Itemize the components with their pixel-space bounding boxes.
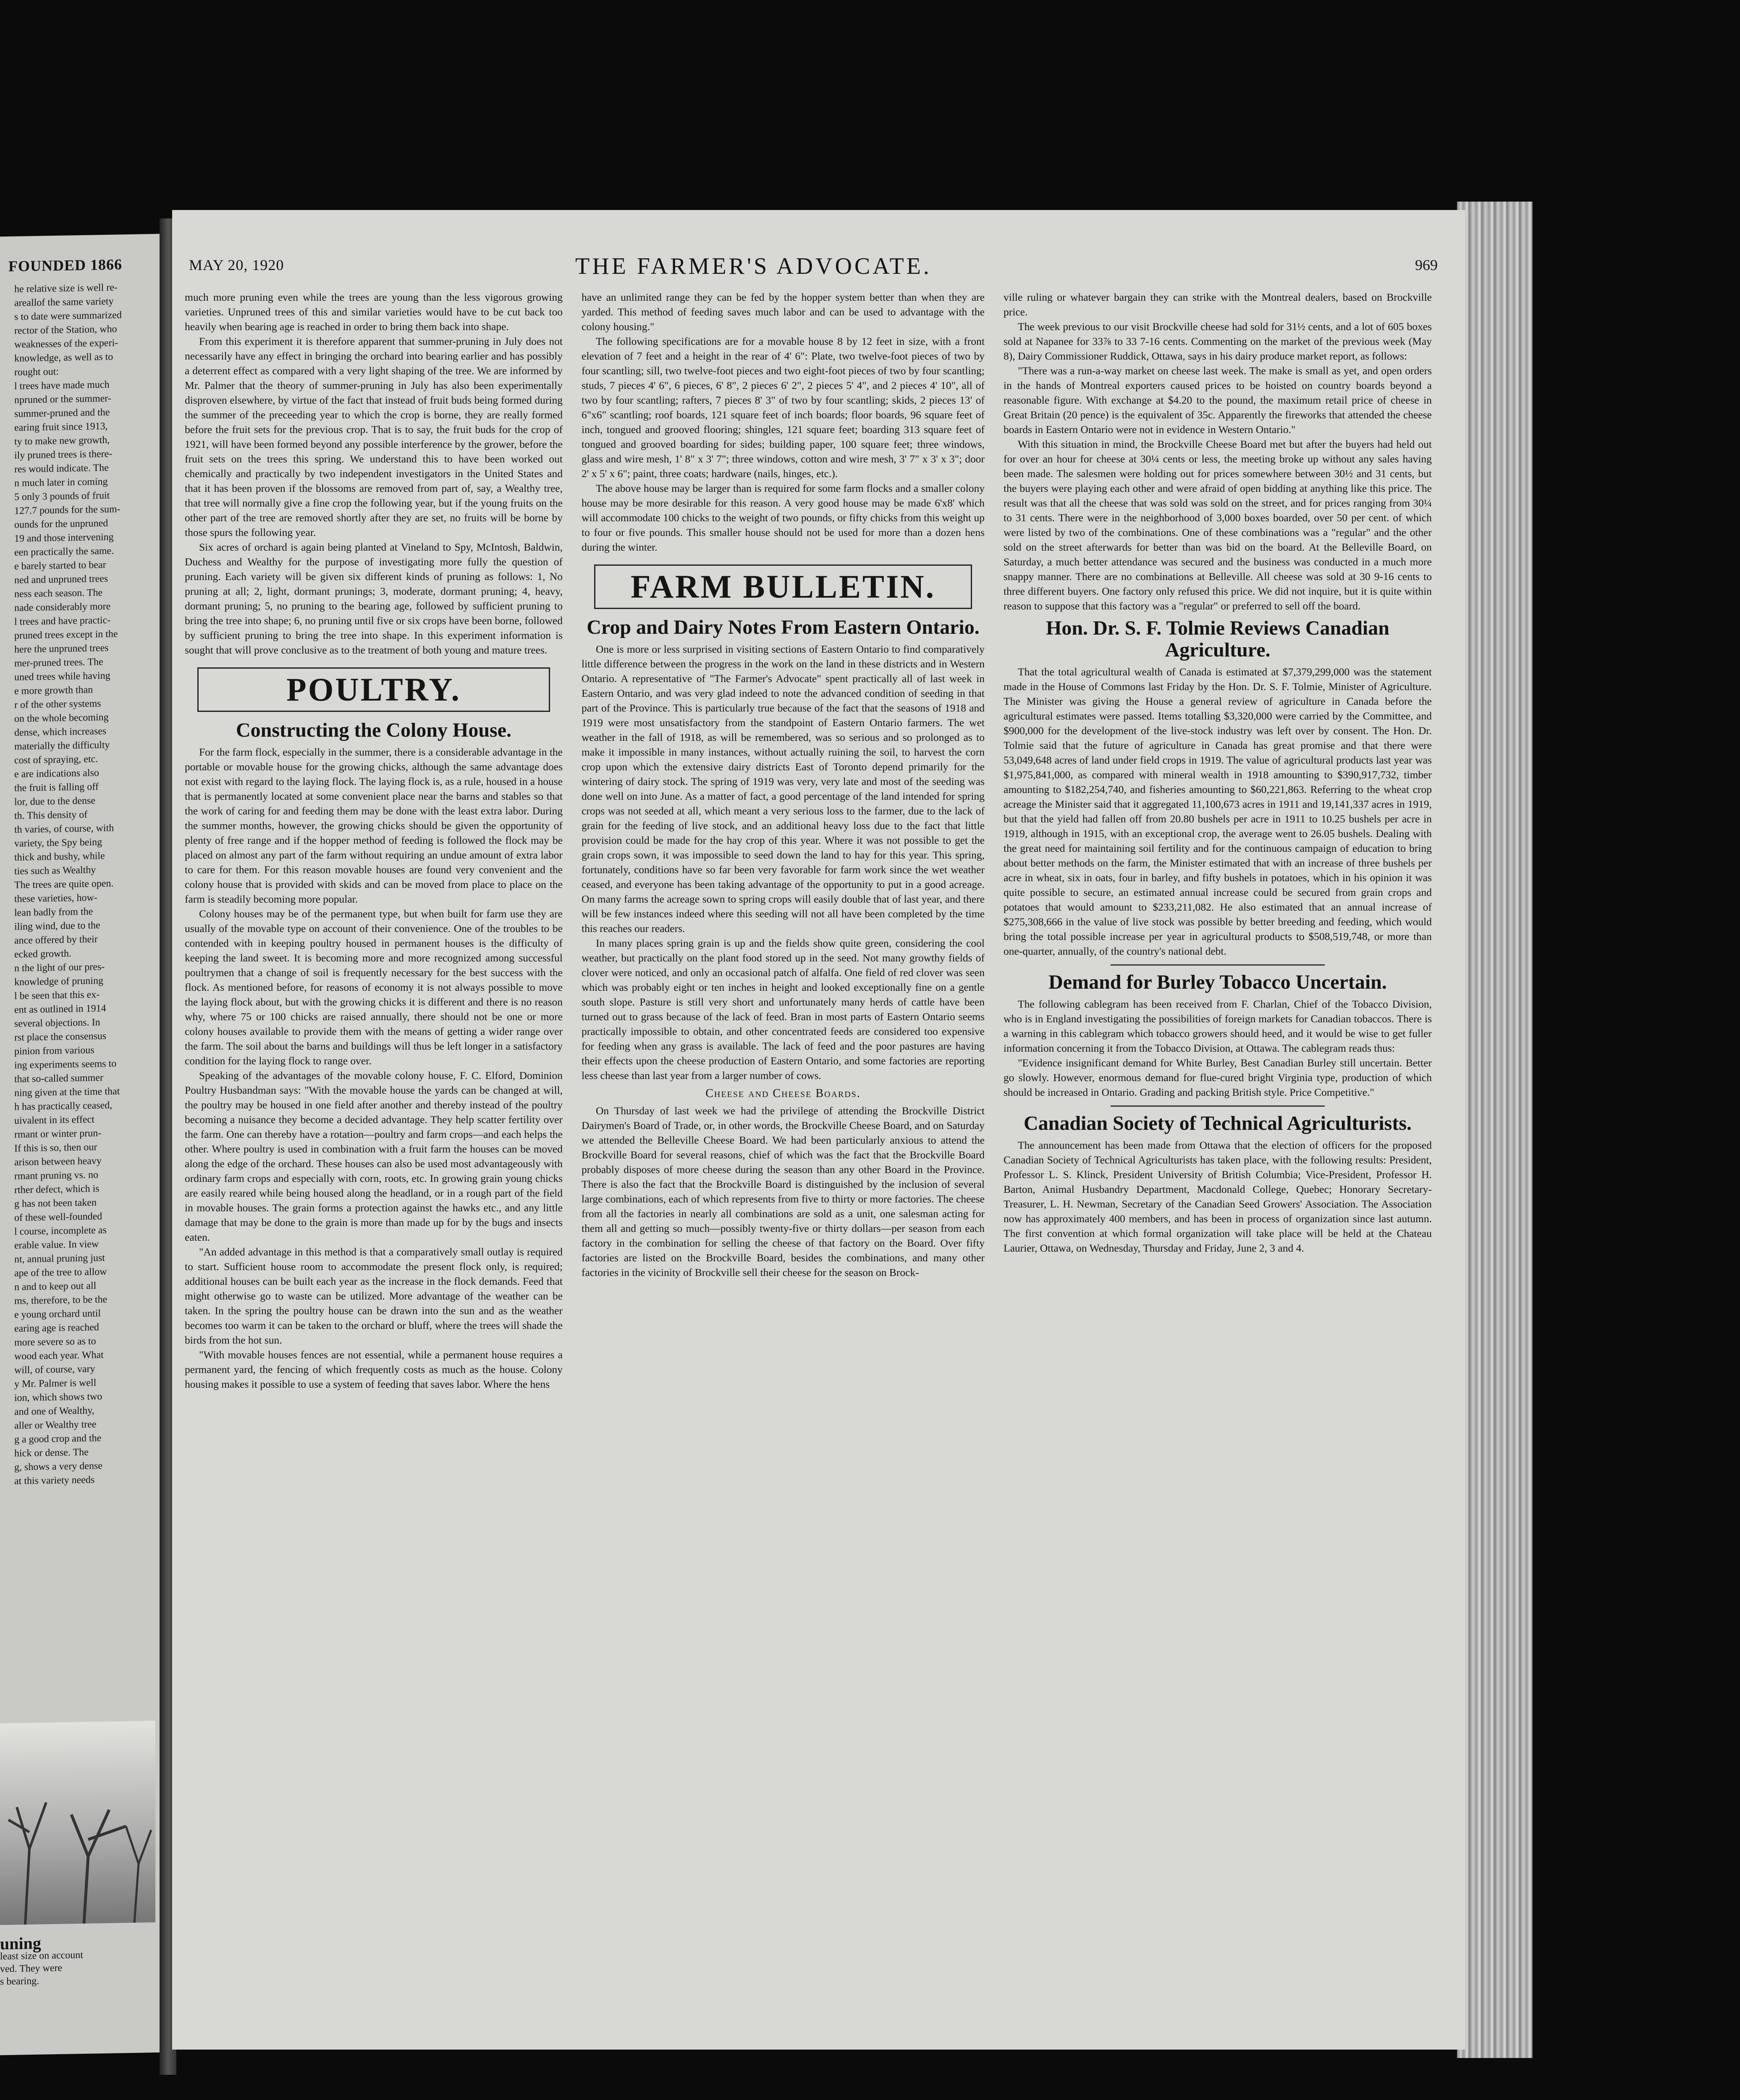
left-page-line: at this variety needs [14, 1474, 95, 1487]
left-page-line: knowledge, as well as to [14, 351, 113, 364]
article-headline: Hon. Dr. S. F. Tolmie Reviews Canadian Agriculture. [1046, 617, 1389, 661]
photo-caption-line: s bearing. [0, 1975, 39, 1987]
left-page-line: g, shows a very dense [14, 1460, 102, 1473]
left-page-line: rector of the Station, who [14, 323, 117, 336]
left-page-line: ance offered by their [14, 934, 98, 946]
left-page-line: rther defect, which is [14, 1183, 100, 1196]
left-page-line: s to date were summarized [14, 310, 122, 323]
left-page-line: th varies, of course, with [14, 822, 114, 835]
right-page [172, 210, 1465, 2050]
left-page-line: ecked growth. [14, 948, 71, 960]
left-page-line: ning given at the time that [14, 1086, 120, 1099]
left-page-line: weaknesses of the experi- [14, 337, 118, 350]
left-page-line: here the unpruned trees [14, 642, 109, 655]
left-page-line: l be seen that this ex- [14, 989, 100, 1002]
left-page-line: ing experiments seems to [14, 1058, 117, 1071]
left-page-line: 5 only 3 pounds of fruit [14, 490, 110, 503]
left-page-line: lean badly from the [14, 906, 93, 919]
left-page-line: ape of the tree to allow [14, 1266, 107, 1279]
paragraph: Colony houses may be of the permanent type, but when built for farm use they are usually of the movable type on account of their convenience. One of the troubles to be contended with in keeping poultry housed in permanent houses is the difficulty of keeping the land sweet. It is becoming more and more recognized among successful poultrymen that a change of soil is frequently necessary for the best success with the flock. As mentioned before, for reasons of economy it is not always possible to move the laying flock about, but with the growing chicks it is different and there is no reason why, where 75 or 100 chicks are raised annually, there should not be one or more colony houses available to provide them with the means of getting a wider range over the farm. The soil about the barns and buildings will thus be left longer in a satisfactory condition for the laying flock to range over. [185, 908, 563, 1067]
left-page-line: ily pruned trees is there- [14, 448, 113, 461]
left-page-line: th. This density of [14, 809, 88, 822]
paragraph: "There was a run-a-way market on cheese last week. The make is small as yet, and open orders in the hands of Montreal exporters caused prices to be hoisted on country boards beyond a reasonable figure. With exchange at $4.20 to the pound, the maximum retail price of cheese in Great Britain (20 pence) is the equivalent of 35c. Apparently the fireworks that attended the cheese boards in Eastern Ontario were not in evidence in Western Ontario." [1004, 365, 1432, 436]
left-page-line: nade considerably more [14, 601, 111, 614]
column-2 [582, 290, 985, 1280]
left-page-line: n the light of our pres- [14, 961, 105, 974]
left-page-line: earing age is reached [14, 1322, 99, 1334]
left-page-line: cost of spraying, etc. [14, 753, 98, 766]
left-page-line: he relative size is well re- [14, 282, 118, 295]
issue-date: MAY 20, 1920 [189, 257, 284, 273]
left-page-line: pinion from various [14, 1045, 94, 1057]
tree-illustration-icon [0, 1721, 155, 1925]
left-page [0, 234, 164, 2055]
left-page-line: these varieties, how- [14, 892, 97, 905]
left-page-line: rmant pruning vs. no [14, 1169, 98, 1182]
left-page-line: earing fruit since 1913, [14, 420, 108, 433]
left-page-line: een practically the same. [14, 545, 114, 558]
article-headline: Crop and Dairy Notes From Eastern Ontario. [587, 616, 980, 638]
paragraph: That the total agricultural wealth of Canada is estimated at $7,379,299,000 was the statement made in the House of Commons last Friday by the Hon. Dr. S. F. Tolmie, Minister of Agriculture. The Minister was giving the House a general review of agriculture in Canada before the agricultural estimates were passed. Items totalling $3,320,000 were carried by the Committee, and $900,000 for the development of the live-stock industry was left over by consent. The Hon. Dr. Tolmie said that the future of agriculture in Canada has great promise and that there were 53,049,648 acres of land under field crops in 1919. The value of agricultural products last year was $1,975,841,000, as compared with mineral wealth in 1918 amounting to $390,917,732, timber amounting to $182,254,740, and fisheries amounting to $60,221,863. Referring to the wheat crop acreage the Minister said that it aggregated 11,100,673 acres in 1911 and 19,141,337 acres in 1919, but that the yield had fallen off from 20.80 bushels per acre in 1911 to 10.25 bushels per acre in 1919, although in 1915, with an exceptional crop, the average went to 26.05 bushels. Dealing with the great need for maintaining soil fertility and for the continuous campaign of education to bring about better methods on the farm, the Minister estimated that with an increase of three bushels per acre in wheat, six in oats, four in barley, and fifty bushels in potatoes, which in his opinion it was quite possible to secure, an estimated annual increase could be secured from grain crops and potatoes that would amount to $233,211,082. He also estimated that an annual increase of $275,308,666 in the value of live stock was possible by better breeding and feeding, which would bring the total possible increase per year in agricultural products to $508,519,748, or more than one-quarter, annually, of the country's national debt. [1004, 666, 1432, 957]
left-page-line: that so-called summer [14, 1072, 103, 1085]
running-header [172, 253, 1465, 281]
left-page-line: l trees and have practic- [14, 614, 111, 627]
photo-caption [0, 1933, 83, 1988]
left-page-line: e more growth than [14, 684, 93, 697]
left-page-line: areallof the same variety [14, 296, 114, 309]
left-page-line: If this is so, then our [14, 1142, 97, 1154]
left-page-line: mer-pruned trees. The [14, 656, 103, 669]
photo-caption-line: ved. They were [0, 1962, 63, 1975]
left-page-line: thick and bushy, while [14, 850, 105, 863]
paragraph: "With movable houses fences are not essential, while a permanent house requires a permanent yard, the fencing of which frequently costs as much as the house. Colony housing makes it possible to use a system of feeding that saves labor. Where the hens [185, 1349, 563, 1390]
left-page-line: several objections. In [14, 1017, 100, 1029]
left-page-line: knowledge of pruning [14, 975, 103, 988]
left-page-line: erable value. In view [14, 1239, 99, 1251]
left-page-line: lor, due to the dense [14, 795, 95, 808]
left-page-line: g has not been taken [14, 1197, 97, 1210]
paragraph: The following cablegram has been received from F. Charlan, Chief of the Tobacco Division, who is in England investigating the possibilities of foreign markets for Canadian tobaccos. There is a warning in this cablegram which tobacco growers should heed, and it would be wise to get fuller information concerning it from the Tobacco Division, at Ottawa. The cablegram reads thus: [1004, 998, 1432, 1054]
left-page-line: ness each season. The [14, 587, 103, 600]
divider [1111, 1105, 1325, 1107]
left-page-line: materially the difficulty [14, 739, 110, 752]
left-page-line: rought out: [14, 366, 59, 378]
left-page-line: pruned trees except in the [14, 628, 118, 641]
left-page-line: e are indications also [14, 767, 99, 780]
section-banner-poultry: POULTRY. [197, 667, 550, 712]
left-page-line: on the whole becoming [14, 711, 109, 724]
left-page-line: will, of course, vary [14, 1363, 95, 1376]
left-page-line: l trees have made much [14, 379, 110, 392]
publication-title: THE FARMER'S ADVOCATE. [575, 253, 932, 279]
paragraph: In many places spring grain is up and the fields show quite green, considering the cool weather, but practically on the plant food stored up in the seed. Not many growthy fields of clover were noticed, and only an occasional patch of alfalfa. One field of red clover was seen which was probably eight or ten inches in height and looked exceptionally fine on a gentle south slope. Pasture is still very short and unfortunately many herds of cattle have been turned out to grass because of the lack of feed. Bran in most parts of Eastern Ontario seems practically impossible to obtain, and other concentrated feeds are considered too expensive for feeding when any grass is available. The lack of feed and the poor pastures are having their effects upon the cheese production of Eastern Ontario, and some factories are reporting less cheese than last year from a larger number of cows. [582, 937, 985, 1082]
article-headline: Demand for Burley Tobacco Uncertain. [1048, 971, 1387, 993]
paragraph: "An added advantage in this method is that a comparatively small outlay is required to start. Sufficient house room to accommodate the present flock only, is required; additional houses can be built each year as the increase in the flock demands. Feed that might otherwise go to waste can be utilized. More advantage of the weather can be taken. In the spring the poultry house can be drawn into the sun and as the weather becomes too warm it can be taken to the orchard or bluff, where the trees will shade the birds from the hot sun. [185, 1246, 563, 1346]
left-page-line: 127.7 pounds for the sum- [14, 504, 121, 517]
paragraph: Six acres of orchard is again being planted at Vineland to Spy, McIntosh, Baldwin, Duchess and Wealthy for the purpose of investigating more fully the question of pruning. Each variety will be given six different kinds of pruning as follows: 1, No pruning at all; 2, light, dormant prunings; 3, moderate, dormant pruning; 4, heavy, dormant pruning; 5, no pruning to the bearing age, followed by sufficient pruning to bring the tree into shape; 6, no pruning until five or six crops have been borne, followed by sufficient pruning to bring the tree into shape. In this experiment information is sought that will prove conclusive as to the treatment of both young and mature trees. [185, 541, 563, 656]
paragraph: The announcement has been made from Ottawa that the election of officers for the proposed Canadian Society of Technical Agriculturists has taken place, with the following results: President, Professor L. S. Klinck, President University of British Columbia; Vice-President, Professor H. Barton, Animal Husbandry Department, Macdonald College, Quebec; Honorary Secretary-Treasurer, L. H. Newman, Secretary of the Canadian Seed Growers' Association. The Association now has approximately 400 members, and has been in process of organization since last autumn. The first convention at which formal organization will take place will be held at the Chateau Laurier, Ottawa, on Wednesday, Thursday and Friday, June 2, 3 and 4. [1004, 1139, 1432, 1254]
paragraph: From this experiment it is therefore apparent that summer-pruning in July does not necessarily have any effect in bringing the orchard into bearing earlier and has possibly a deterrent effect as compared with a very light shaping of the tree. We are informed by Mr. Palmer that the theory of summer-pruning in July has also been experimentally disproven elsewhere, by virtue of the fact that instead of fruit buds being formed during the summer of the preceeding year to which the crop is borne, they are really formed before the fruit sets for the previous crop. That is to say, the fruit buds for the crop of 1921, will have been formed beyond any possible interference by the grower, before the fruit sets on the trees this spring. We understand this to have been worked out chemically and practically by two independent investigators in the United States and that it has been proven if the blossoms are removed from part of, say, a Wealthy tree, that tree will normally give a fine crop the following year, but if the young fruits on the other part of the tree are removed shortly after they are set, no fruits will be borne by those spurs the following year. [185, 335, 563, 538]
left-page-line: n and to keep out all [14, 1280, 97, 1293]
left-page-line: res would indicate. The [14, 462, 109, 475]
left-page-line: variety, the Spy being [14, 837, 102, 849]
page-number: 969 [1415, 257, 1438, 273]
left-page-line: wood each year. What [14, 1349, 104, 1362]
paragraph: The following specifications are for a movable house 8 by 12 feet in size, with a front elevation of 7 feet and a height in the rear of 4' 6": Plate, two twelve-foot pieces of two by four scantling; sill, two twelve-foot pieces and two eight-foot pieces of two by four scantling; studs, 7 pieces 4' 6", 6 pieces, 6' 8", 2 pieces 6' 2", 2 pieces 5' 4", and 2 pieces 4' 10", all of two by four scantling; rafters, 7 pieces 8' 3" of two by four scantling; skids, 2 pieces 13' of 6"x6" scantling; roof boards, 121 square feet of inch boards; floor boards, 96 square feet of inch, tongued and grooved flooring; shingles, 121 square feet; boarding 313 square feet of tongued and grooved boarding for sides; building paper, 100 square feet; three windows, glass and wire mesh, 1' 8" x 3' 7"; three windows, cotton and wire mesh, 3' 7" x 3' x 3"; door 2' x 5' x 6"; paint, three coats; hardware (nails, hinges, etc.). [582, 335, 985, 480]
orchard-photograph [0, 1721, 155, 1925]
left-page-column [0, 280, 160, 1489]
left-page-line: ties such as Wealthy [14, 864, 96, 877]
article-headline: Constructing the Colony House. [236, 719, 512, 741]
paragraph: ville ruling or whatever bargain they can strike with the Montreal dealers, based on Brockville price. [1004, 291, 1432, 318]
page-edges [1457, 202, 1533, 2058]
divider [1111, 964, 1325, 966]
left-page-line: ned and unpruned trees [14, 573, 108, 586]
left-page-line: ion, which shows two [14, 1391, 102, 1404]
left-page-line: n much later in coming [14, 476, 108, 489]
photo-caption-title: uning [0, 1933, 41, 1953]
left-page-line: ent as outlined in 1914 [14, 1003, 106, 1016]
left-page-line: more severe so as to [14, 1336, 96, 1348]
left-page-line: g a good crop and the [14, 1433, 102, 1445]
left-page-line: uivalent in its effect [14, 1114, 94, 1126]
left-page-line: dense, which increases [14, 725, 107, 738]
paragraph: On Thursday of last week we had the privilege of attending the Brockville District Dairymen's Board of Trade, or, in other words, the Brockville Cheese Board, and on Saturday we attended the Belleville Cheese Board. We had been particularly anxious to attend the Brockville Board for several reasons, chief of which was the fact that the Brockville Board probably disposes of more cheese during the season than any other Board in the Province. There is also the fact that the Brockville Board is distinguished by the inclusion of several large combinations, each of which represents from five to thirty or more factories. The cheese from all the factories in nearly all combinations are sold as a unit, one salesman acting for them all and getting so much—possibly twenty-five or thirty dollars—per season from each factory in the combination for selling the cheese of that factory on the Board. Over fifty factories are listed on the Brockville Board, besides the combinations, and many other factories in the vicinity of Brockville sell their cheese for the season on Brock- [582, 1105, 985, 1278]
left-page-line: l course, incomplete as [14, 1224, 107, 1237]
article-headline: Canadian Society of Technical Agriculturists. [1023, 1112, 1412, 1134]
left-page-line: aller or Wealthy tree [14, 1419, 97, 1431]
left-page-line: ty to make new growth, [14, 434, 110, 447]
paragraph: The above house may be larger than is required for some farm flocks and a smaller colony house may be more desirable for this reason. A very good house may be made 6'x8' which will accommodate 100 chicks to the weight of two pounds, or fifty chicks from this weight up to four or five pounds. This smaller house should not be used for more than a dozen hens during the winter. [582, 482, 985, 553]
left-page-line: the fruit is falling off [14, 781, 99, 794]
left-page-line: e barely started to bear [14, 559, 106, 572]
paragraph: The week previous to our visit Brockville cheese had sold for 31½ cents, and a lot of 605 boxes sold at Napanee for 33⅞ to 33 7-16 cents. Commenting on the market of the previous week (May 8), Dairy Commissioner Ruddick, Ottawa, says in his dairy produce market report, as follows: [1004, 320, 1432, 362]
left-page-line: hick or dense. The [14, 1446, 89, 1459]
paragraph: With this situation in mind, the Brockville Cheese Board met but after the buyers had held out for over an hour for cheese at 30¼ cents or less, the meeting broke up without any sales having been made. The salesmen were holding out for prices somewhere between 30½ and 31 cents, but the buyers were playing each other and were afraid of open bidding at anything like this price. The result was that all the cheese that was sold was sold on the street, and for prices ranging from 30¼ to 31 cents. There were in the neighborhood of 3,000 boxes boarded, over 50 per cent. of which were listed by two of the combinations. One of these combinations was a "regular" and the other sold on the street afterwards for better than was bid on the board. At the Belleville Board, on Saturday, a much better attendance was secured and the business was conducted in a much more snappy manner. There are no combinations at Belleville. All cheese was sold at 30 9-16 cents to three different buyers. One factory only refused this price. We did not inquire, but it is quite within reason to suppose that this factory was a "regular" or preferred to sell off the board. [1004, 438, 1432, 612]
paragraph: much more pruning even while the trees are young than the less vigorous growing varieties. Unpruned trees of this and similar varieties would have to be cut back too heavily when bearing age is reached in order to bring them back into shape. [185, 291, 563, 333]
left-page-line: e young orchard until [14, 1308, 101, 1320]
left-page-line: summer-pruned and the [14, 407, 110, 420]
left-page-line: The trees are quite open. [14, 878, 114, 891]
left-page-line: of these well-founded [14, 1211, 102, 1223]
left-page-line: iling wind, due to the [14, 920, 100, 932]
left-page-line: npruned or the summer- [14, 393, 111, 406]
paragraph: have an unlimited range they can be fed by the hopper system better than when they are yarded. This method of feeding saves much labor and can be used to advantage with the colony housing." [582, 291, 985, 333]
left-page-line: h has practically ceased, [14, 1100, 113, 1113]
photo-caption-line: least size on account [0, 1949, 83, 1962]
left-page-header: FOUNDED 1866 [8, 256, 122, 275]
left-page-line: y Mr. Palmer is well [14, 1377, 97, 1390]
left-page-line: ounds for the unpruned [14, 517, 108, 530]
left-page-line: rst place the consensus [14, 1030, 107, 1043]
left-page-line: arison between heavy [14, 1155, 102, 1168]
paragraph: "Evidence insignificant demand for White Burley, Best Canadian Burley still uncertain. Better go slowly. However, enormous demand for flue-cured bright Virginia type, production of which should be increased in Ontario. Grading and packing British style. Price Competitive." [1004, 1057, 1432, 1098]
section-banner-farm-bulletin: FARM BULLETIN. [594, 564, 972, 609]
paragraph: One is more or less surprised in visiting sections of Eastern Ontario to find comparatively little difference between the progress in the work on the land in these districts and in Western Ontario. A representative of "The Farmer's Advocate" spent practically all of last week in Eastern Ontario, and was very glad indeed to note the advanced condition of seeding in that part of the Province. This is particularly true because of the fact that the seasons of 1918 and 1919 were most unsatisfactory from the standpoint of Eastern Ontario farmers. The wet weather in the fall of 1918, as will be remembered, was so serious and so prolonged as to make it impossible in many instances, without actually ruining the soil, to harvest the corn crop upon which the extensive dairy districts East of Toronto depend primarily for the wintering of dairy stock. The spring of 1919 was very, very late and most of the seeding was done well on into June. As a matter of fact, a good percentage of the land intended for spring crops was not seeded at all, which meant a very serious loss to the farmer, due to the lack of grain for the feeding of live stock, and an additional heavy loss due to the fact that little provision could be made for the hay crop of this year. Where it was not possible to get the grain crops sown, it was impossible to seed down the land to hay for this year. This spring, fortunately, conditions have so far been very favorable for farm work since the wet weather ceased, and everyone has been taking advantage of the opportunity to put in a good acreage. On many farms the acreage sown to spring crops will easily double that of last year, and there will be few instances indeed where this seeding will not all have been completed by the time this reaches our readers. [582, 643, 985, 934]
left-page-line: uned trees while having [14, 670, 110, 683]
left-page-line: r of the other systems [14, 698, 101, 711]
column-1 [185, 290, 563, 1391]
left-page-line: rmant or winter prun- [14, 1128, 102, 1140]
paragraph: For the farm flock, especially in the summer, there is a considerable advantage in the portable or movable house for the growing chicks, although the same advantage does not exist with regard to the laying flock. The laying flock is, as a rule, housed in a house that is permanently located at some convenient place near the barns and stables so that the work of caring for and feeding them may be done with the least extra labor. During the summer months, however, the growing chicks should be given the opportunity of plenty of free range and if the hopper method of feeding is followed the flock may be placed on almost any part of the farm without requiring an undue amount of extra labor to care for them. For this reason movable houses are found very convenient and the colony house that is provided with skids and can be moved from place to place on the farm is steadily becoming more popular. [185, 746, 563, 905]
subheading: Cheese and Cheese Boards. [705, 1087, 861, 1100]
column-3 [1004, 290, 1432, 1255]
paragraph: Speaking of the advantages of the movable colony house, F. C. Elford, Dominion Poultry Husbandman says: "With the movable house the yards can be changed at will, the poultry may be housed in one field after another and thereby instead of the poultry becoming a nuisance they become a decided advantage. They help scatter fertility over the farm. One can thereby have a rotation—poultry and farm crops—and each helps the other. Where poultry is used in combination with a fruit farm the houses can be moved along the edge of the orchard. These houses can also be used most advantageously with ordinary farm crops and especially with corn, roots, etc. In growing grain young chicks are easily reared while being housed along the headland, or in a rough part of the field in movable houses. The grain forms a protection against the hawks etc., and any little damage that may be done to the grain is more than made up for by the bugs and insects eaten. [185, 1069, 563, 1243]
left-page-line: ms, therefore, to be the [14, 1294, 107, 1307]
left-page-line: nt, annual pruning just [14, 1252, 105, 1265]
left-page-line: 19 and those intervening [14, 531, 114, 544]
left-page-line: and one of Wealthy, [14, 1405, 94, 1418]
